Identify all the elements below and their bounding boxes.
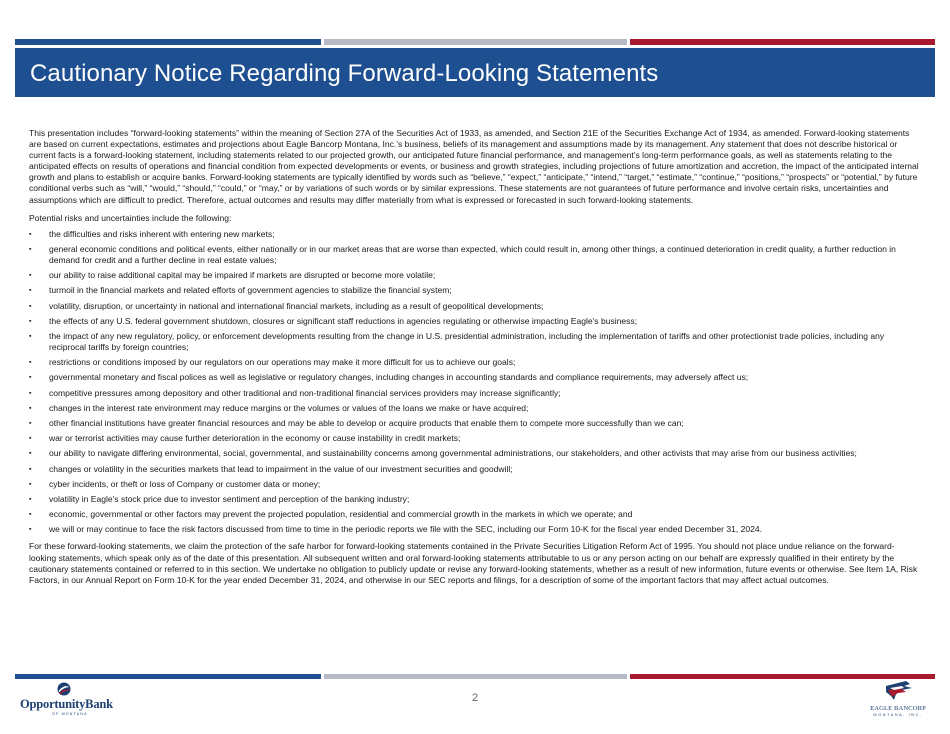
bullet-icon: ▪: [29, 230, 32, 238]
list-item: [29, 418, 919, 429]
list-item: [29, 357, 919, 368]
list-item-text: changes in the interest rate environment may reduce margins or the volumes or values of the loans we make or have acquired;: [49, 402, 529, 413]
list-item: [29, 448, 919, 459]
stripe-blue: [15, 674, 321, 679]
bullet-icon: ▪: [29, 332, 32, 340]
stripe-red: [630, 674, 935, 679]
eagle-flag-icon: [884, 680, 914, 704]
bottom-accent-stripes: [15, 674, 935, 679]
top-accent-stripes: [15, 39, 935, 45]
list-item-text: economic, governmental or other factors may prevent the projected population, residential and commercial growth in the markets in which we operate; and: [49, 509, 633, 520]
list-item: [29, 479, 919, 490]
bullet-icon: ▪: [29, 287, 32, 295]
list-item: [29, 316, 919, 327]
bullet-icon: ▪: [29, 420, 32, 427]
list-item: [29, 372, 919, 383]
list-item-text: competitive pressures among depository and other traditional and non-traditional financial services providers may increase significantly;: [49, 387, 561, 398]
logo-subtitle: MONTANA, INC.: [873, 713, 923, 717]
list-item-text: other financial institutions have greater financial resources and may be able to develop or acquire products that enable them to compete more successfully than we can;: [49, 418, 684, 428]
list-item-text: we will or may continue to face the risk factors discussed from time to time in the periodic reports we file with the SEC, including our Form 10-K for the fiscal year ended December 31, 2024.: [49, 524, 763, 535]
bullet-icon: ▪: [29, 374, 32, 382]
list-item-text: the effects of any U.S. federal government shutdown, closures or significant staff reductions in agencies regulating or otherwise impacting Eagle's business;: [49, 315, 638, 326]
list-item: [29, 285, 919, 296]
list-item: [29, 494, 919, 505]
bullet-icon: ▪: [29, 526, 32, 534]
list-item-text: war or terrorist activities may cause further deterioration in the economy or cause instability in credit markets;: [49, 433, 461, 444]
list-item: [29, 301, 919, 312]
bullet-icon: ▪: [29, 435, 32, 443]
logo-wordmark: OpportunityBank: [20, 697, 113, 711]
bullet-icon: ▪: [29, 359, 32, 367]
stripe-gray: [324, 674, 627, 679]
list-item-text: our ability to raise additional capital may be impaired if markets are disrupted or become more volatile;: [49, 270, 436, 281]
title-bar: [15, 48, 935, 97]
logo-name: EAGLE BANCORP: [870, 705, 926, 712]
bullet-icon: ▪: [29, 511, 32, 519]
risks-lead: Potential risks and uncertainties include the following:: [29, 212, 232, 223]
bullet-icon: ▪: [29, 450, 32, 458]
list-item-text: general economic conditions and political events, either nationally or in our market areas that are worse than expected, which could result in, among other things, a continued deterioration in credit quality, a further reduction in demand for credit and a further decline in real estate values;: [49, 243, 896, 266]
bullet-icon: ▪: [29, 245, 32, 253]
list-item-text: changes or volatility in the securities markets that lead to impairment in the value of our investment securities and goodwill;: [49, 463, 513, 474]
bullet-icon: ▪: [29, 495, 32, 503]
page-number: 2: [471, 692, 479, 704]
intro-paragraph: This presentation includes “forward-looking statements” within the meaning of Section 27A of the Securities Act of 1933, as amended, and Section 21E of the Securities Exchange Act of 1934, as amended. Forward-looking statements are based on current expectations, estimates and projections about Eagle Bancorp Montana, Inc.’s business, beliefs of its management and assumptions made by its management. Any statement that does not describe historical or current facts is a forward-looking statement, including statements related to our projected growth, our anticipated future financial performance, and management’s long-term performance goals, as well as statements relating to the anticipated effects on results of operations and financial condition from expected developments or events, or business and growth strategies, including projections of future amortization and accretion, the impact of the anticipated internal growth and plans to establish or acquire banks. Forward-looking statements are typically identified by words such as “believe,” “expect,” “anticipate,” “intend,” “target,” “estimate,” “continue,” “positions,” “prospects” or “potential,” by future conditional verbs such as “will,” “would,” “should,” “could,” or “may,” or by variations of such words or by similar expressions. These statements are not guarantees of future performance and involve certain risks, uncertainties and assumptions which are difficult to predict. Therefore, actual outcomes and results may differ materially from what is expressed or forecasted in such forward-looking statements.: [29, 128, 919, 205]
list-item: [29, 433, 919, 444]
list-item-text: the impact of any new regulatory, policy, or enforcement developments resulting from the change in U.S. presidential administration, including the implementation of tariffs and other protectionist trade policies, including any reciprocal tariffs by foreign countries;: [49, 330, 885, 353]
list-item-text: governmental monetary and fiscal polices as well as legislative or regulatory changes, including changes in accounting standards and compliance requirements, may adversely affect us;: [49, 372, 749, 383]
list-item-text: restrictions or conditions imposed by our regulators on our operations may make it more difficult for us to achieve our goals;: [49, 357, 516, 368]
list-item: [29, 464, 919, 475]
risk-list: [29, 229, 919, 536]
logo-subtitle: OF MONTANA: [52, 712, 88, 716]
list-item: [29, 509, 919, 520]
list-item-text: volatility, disruption, or uncertainty in national and international financial markets, including as a result of geopolitical developments;: [49, 300, 544, 311]
bullet-icon: ▪: [29, 389, 32, 397]
bullet-icon: ▪: [29, 465, 32, 473]
stripe-red: [630, 39, 935, 45]
list-item: [29, 270, 919, 281]
list-item: [29, 403, 919, 414]
bullet-icon: ▪: [29, 404, 32, 412]
list-item-text: volatility in Eagle's stock price due to investor sentiment and perception of the banking industry;: [49, 493, 410, 504]
eagle-bancorp-logo: [862, 680, 934, 720]
list-item: [29, 388, 919, 399]
stripe-gray: [324, 39, 627, 45]
list-item-text: our ability to navigate differing environmental, social, governmental, and sustainability concerns among governmental administrations, our stakeholders, and other activists that may arise from our business activities;: [49, 448, 857, 459]
bullet-icon: ▪: [29, 317, 32, 325]
content-area: [29, 128, 919, 586]
list-item: [29, 244, 919, 266]
bullet-icon: ▪: [29, 302, 32, 310]
list-item-text: the difficulties and risks inherent with entering new markets;: [49, 228, 275, 239]
list-item: [29, 229, 919, 240]
bullet-icon: ▪: [29, 480, 32, 488]
page-title: Cautionary Notice Regarding Forward-Looking Statements: [30, 60, 659, 87]
closing-paragraph: For these forward-looking statements, we claim the protection of the safe harbor for forward-looking statements contained in the Private Securities Litigation Reform Act of 1995. You should not place undue reliance on the forward-looking statements, which speak only as of the date of this presentation. All subsequent written and oral forward-looking statements attributable to us or any person acting on our behalf are expressly qualified in their entirety by the cautionary statements contained or referred to in this section. We undertake no obligation to publicly update or revise any forward-looking statements, whether as a result of new information, future events or otherwise. See Item 1A, Risk Factors, in our Annual Report on Form 10-K for the year ended December 31, 2024, and otherwise in our SEC reports and filings, for a description of some of the important factors that may affect actual outcomes.: [29, 541, 918, 585]
list-item-text: turmoil in the financial markets and related efforts of government agencies to stabilize the financial system;: [49, 285, 452, 296]
stripe-blue: [15, 39, 321, 45]
list-item-text: cyber incidents, or theft or loss of Company or customer data or money;: [49, 478, 321, 489]
list-item: [29, 524, 919, 535]
bullet-icon: ▪: [29, 272, 32, 280]
list-item: [29, 331, 919, 353]
